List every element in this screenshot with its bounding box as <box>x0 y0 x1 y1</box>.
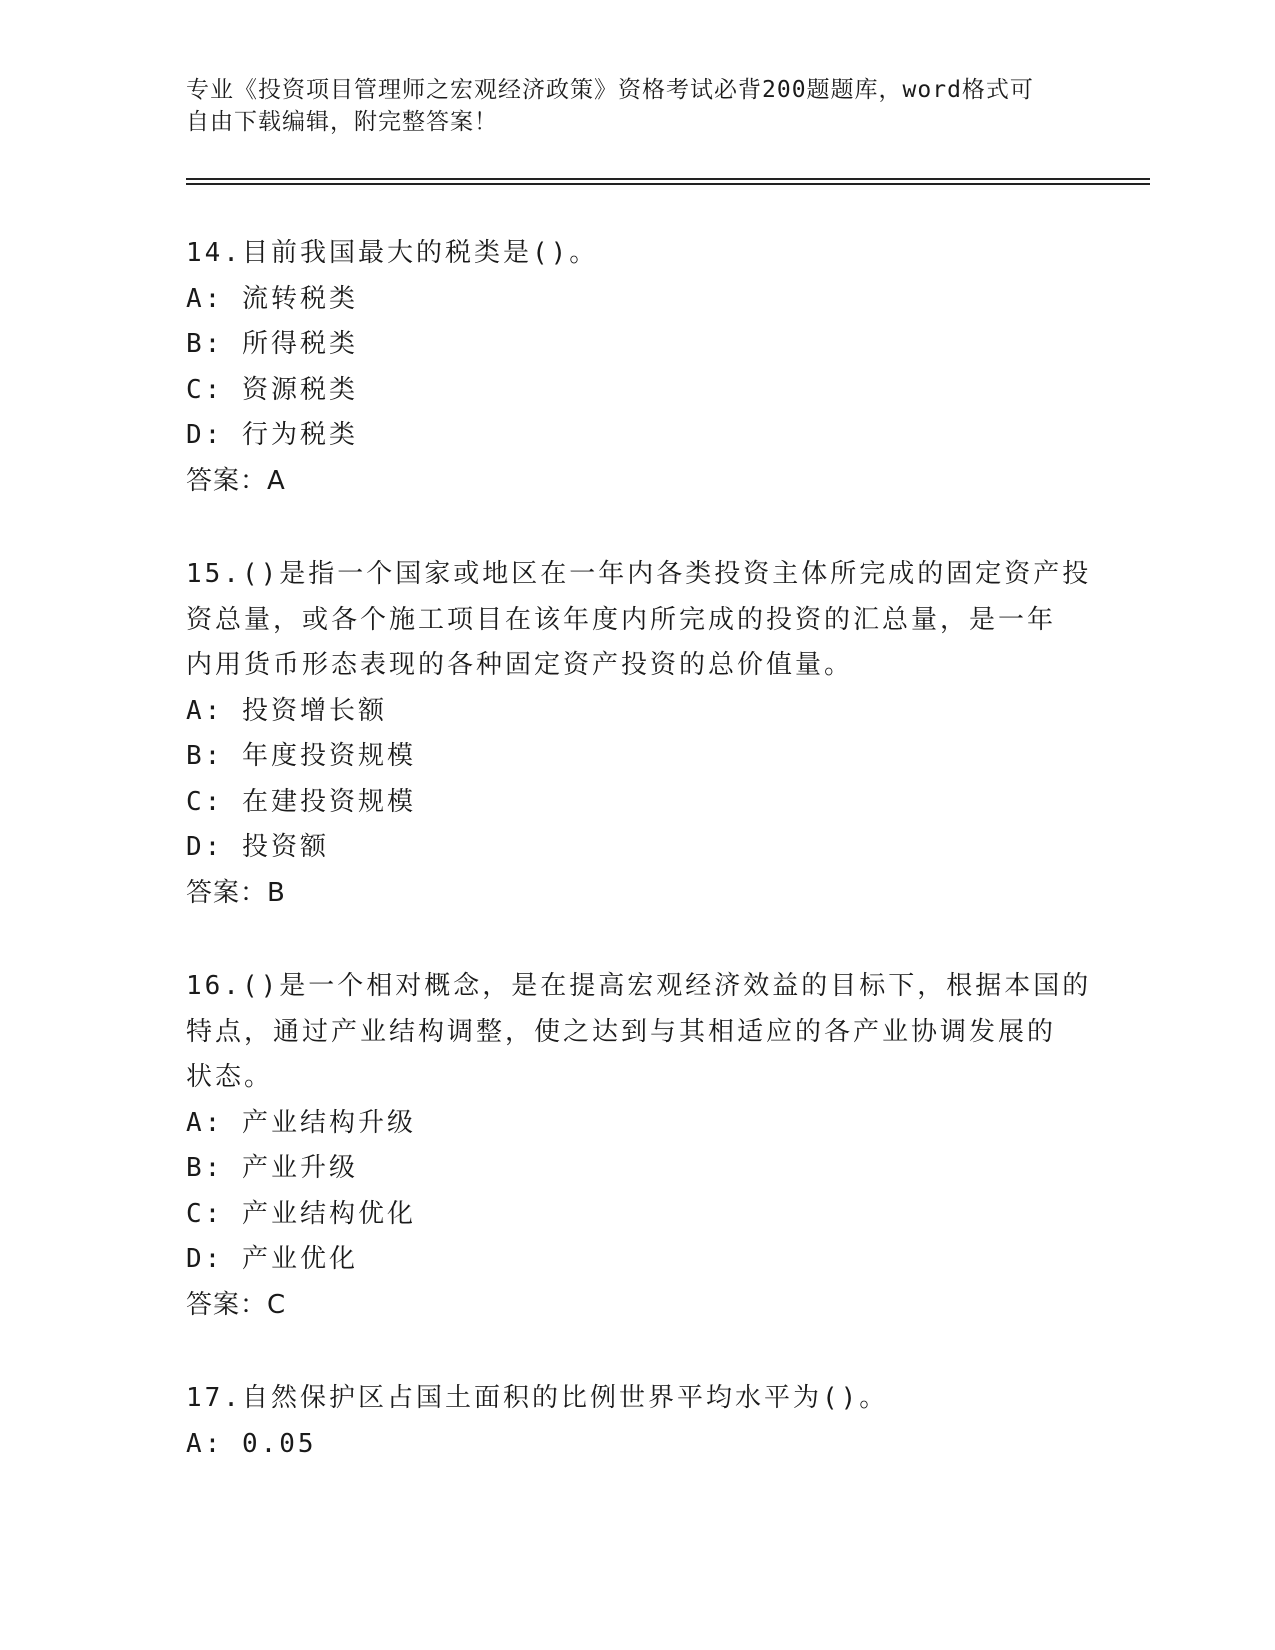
option-c: C: 在建投资规模 <box>186 786 416 817</box>
answer-label: 答案：B <box>186 877 286 908</box>
header-divider-top <box>186 178 1150 180</box>
option-b: B: 产业升级 <box>186 1153 358 1183</box>
question-text: 15.()是指一个国家或地区在一年内各类投资主体所完成的固定资产投 <box>186 559 1092 589</box>
question-14 <box>186 231 1086 504</box>
question-text: 状态。 <box>186 1062 274 1092</box>
question-text: 特点，通过产业结构调整，使之达到与其相适应的各产业协调发展的 <box>186 1016 1057 1047</box>
option-c: C: 产业结构优化 <box>186 1198 416 1229</box>
option-a: A: 0.05 <box>186 1428 317 1459</box>
option-d: D: 产业优化 <box>186 1244 358 1274</box>
option-c: C: 资源税类 <box>186 374 358 405</box>
answer-label: 答案：A <box>186 465 286 496</box>
question-text: 内用货币形态表现的各种固定资产投资的总价值量。 <box>186 650 854 680</box>
option-d: D: 行为税类 <box>186 420 358 450</box>
question-text: 资总量，或各个施工项目在该年度内所完成的投资的汇总量，是一年 <box>186 604 1057 635</box>
option-a: A: 流转税类 <box>186 283 358 314</box>
header-title-line-2: 自由下载编辑，附完整答案！ <box>186 109 498 135</box>
answer-label: 答案：C <box>186 1289 287 1320</box>
option-b: B: 所得税类 <box>186 329 358 359</box>
question-15 <box>186 552 1092 916</box>
question-text: 14.目前我国最大的税类是()。 <box>186 238 599 268</box>
option-b: B: 年度投资规模 <box>186 741 416 771</box>
header-divider-bottom <box>186 183 1150 185</box>
option-d: D: 投资额 <box>186 832 329 862</box>
option-a: A: 产业结构升级 <box>186 1107 416 1138</box>
question-17 <box>186 1376 1086 1467</box>
question-list <box>186 231 1092 1515</box>
question-text: 17.自然保护区占国土面积的比例世界平均水平为()。 <box>186 1383 889 1413</box>
document-header <box>186 74 1086 138</box>
header-title-line-1: 专业《投资项目管理师之宏观经济政策》资格考试必背200题题库，word格式可 <box>186 77 1034 103</box>
option-a: A: 投资增长额 <box>186 695 387 726</box>
question-16 <box>186 964 1092 1328</box>
question-text: 16.()是一个相对概念，是在提高宏观经济效益的目标下，根据本国的 <box>186 971 1092 1001</box>
